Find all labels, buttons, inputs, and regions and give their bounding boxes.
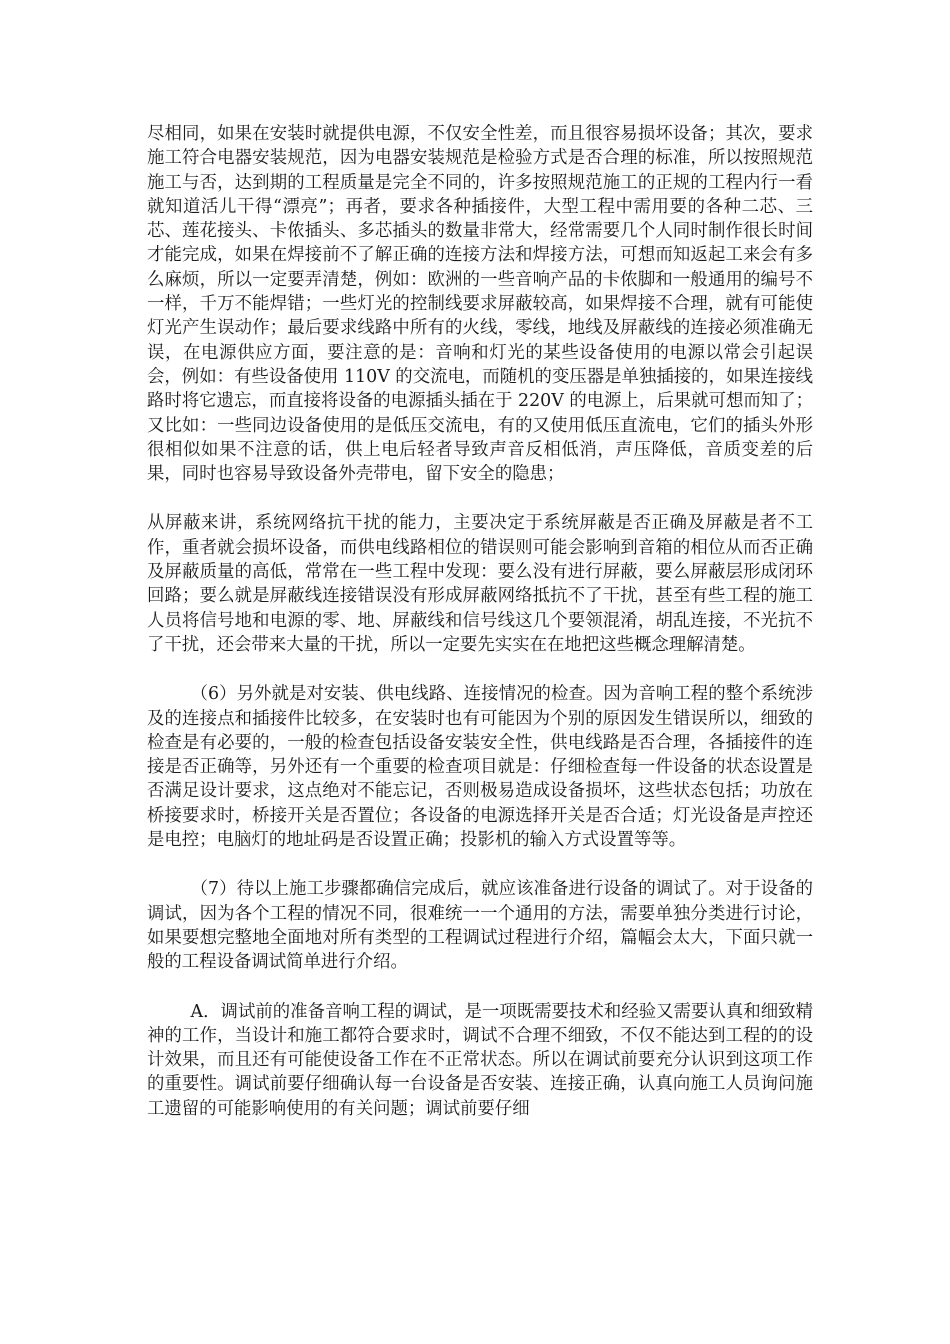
document-body bbox=[147, 122, 813, 1146]
paragraph-item-a: A．调试前的准备音响工程的调试，是一项既需要技术和经验又需要认真和细致精神的工作，当设计和施工都符合要求时，调试不合理不细致，不仅不能达到工程的的设计效果，而且还有可能使设备工作在不正常状态。所以在调试前要充分认识到这项工作的重要性。调试前要仔细确认每一台设备是否安装、连接正确，认真向施工人员询问施工遗留的可能影响使用的有关问题；调试前要仔细 bbox=[147, 1001, 813, 1119]
paragraph-continuation: 尽相同，如果在安装时就提供电源，不仅安全性差，而且很容易损坏设备；其次，要求施工符合电器安装规范，因为电器安装规范是检验方式是否合理的标准，所以按照规范施工与否，达到期的工程质量是完全不同的，许多按照规范施工的正规的工程内行一看就知道活儿干得“漂亮”；再者，要求各种插接件，大型工程中需用要的各种二芯、三芯、莲花接头、卡侬插头、多芯插头的数量非常大，经常需要几个人同时制作很长时间才能完成，如果在焊接前不了解正确的连接方法和焊接方法，可想而知返起工来会有多么麻烦，所以一定要弄清楚，例如：欧洲的一些音响产品的卡侬脚和一般通用的编号不一样，千万不能焊错；一些灯光的控制线要求屏蔽较高，如果焊接不合理，就有可能使灯光产生误动作；最后要求线路中所有的火线，零线，地线及屏蔽线的连接必须准确无误，在电源供应方面，要注意的是：音响和灯光的某些设备使用的电源以常会引起误会，例如：有些设备使用 110V 的交流电，而随机的变压器是单独插接的，如果连接线路时将它遗忘，而直接将设备的电源插头插在于 220V 的电源上，后果就可想而知了；又比如：一些同边设备使用的是低压交流电，有的又使用低压直流电，它们的插头外形很相似如果不注意的话，供上电后轻者导致声音反相低消，声压降低，音质变差的后果，同时也容易导致设备外壳带电，留下安全的隐患； bbox=[147, 124, 813, 485]
paragraph-shielding: 从屏蔽来讲，系统网络抗干扰的能力，主要决定于系统屏蔽是否正确及屏蔽是者不工作，重者就会损坏设备，而供电线路相位的错误则可能会影响到音箱的相位从而否正确及屏蔽质量的高低，常常在一些工程中发现：要么没有进行屏蔽，要么屏蔽层形成闭环回路；要么就是屏蔽线连接错误没有形成屏蔽网络抵抗不了干扰，甚至有些工程的施工人员将信号地和电源的零、地、屏蔽线和信号线这几个要领混淆，胡乱连接，不光抗不了干扰，还会带来大量的干扰，所以一定要先实实在在地把这些概念理解清楚。 bbox=[147, 513, 813, 655]
paragraph-item-7: （7）待以上施工步骤都确信完成后，就应该准备进行设备的调试了。对于设备的调试，因为各个工程的情况不同，很难统一一个通用的方法，需要单独分类进行讨论，如果要想完整地全面地对所有类型的工程调试过程进行介绍，篇幅会太大，下面只就一般的工程设备调试简单进行介绍。 bbox=[147, 879, 813, 973]
paragraph-item-6: （6）另外就是对安装、供电线路、连接情况的检查。因为音响工程的整个系统涉及的连接点和插接件比较多，在安装时也有可能因为个别的原因发生错误所以，细致的检查是有必要的，一般的检查包括设备安装安全性，供电线路是否合理，各插接件的连接是否正确等，另外还有一个重要的检查项目就是：仔细检查每一件设备的状态设置是否满足设计要求，这点绝对不能忘记，否则极易造成设备损坏，这些状态包括；功放在桥接要求时，桥接开关是否置位；各设备的电源选择开关是否合适；灯光设备是声控还是电控；电脑灯的地址码是否设置正确；投影机的输入方式设置等等。 bbox=[147, 684, 813, 851]
